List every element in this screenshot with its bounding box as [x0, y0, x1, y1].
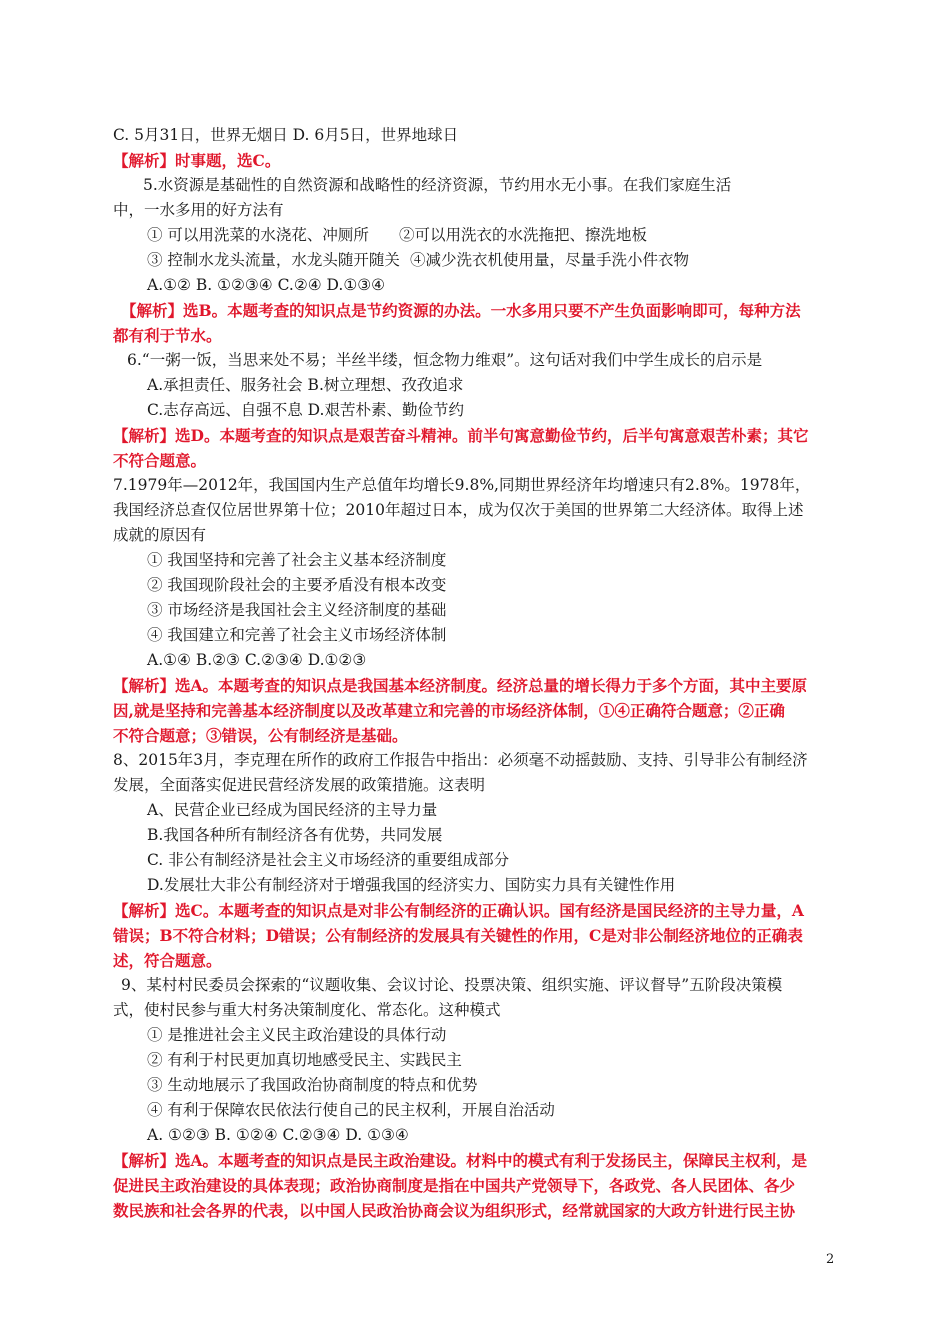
- q8-analysis-line3: 述，符合题意。: [113, 951, 222, 970]
- q9-stem-line1: 9、某村村民委员会探索的“议题收集、会议讨论、投票决策、组织实施、评议督导”五阶段决策模: [121, 976, 783, 994]
- q7-item3: ③ 市场经济是我国社会主义经济制度的基础: [147, 601, 447, 619]
- q5-item3: ③ 控制水龙头流量，水龙头随开随关: [147, 251, 400, 269]
- q9-item2: ② 有利于村民更加真切地感受民主、实践民主: [147, 1051, 462, 1069]
- q8-option-a: A、民营企业已经成为国民经济的主导力量: [147, 801, 438, 819]
- q7-analysis-line1: 【解析】选A。本题考查的知识点是我国基本经济制度。经济总量的增长得力于多个方面，其中主要原: [113, 676, 808, 695]
- q7-item4: ④ 我国建立和完善了社会主义市场经济体制: [147, 626, 447, 644]
- q9-stem-line2: 式，使村民参与重大村务决策制度化、常态化。这种模式: [113, 1001, 501, 1019]
- q8-analysis-line1: 【解析】选C。本题考查的知识点是对非公有制经济的正确认识。国有经济是国民经济的主导力量，A: [113, 901, 804, 920]
- q8-option-c: C. 非公有制经济是社会主义市场经济的重要组成部分: [147, 851, 510, 869]
- q8-stem-line1: 8、2015年3月，李克理在所作的政府工作报告中指出：必须毫不动摇鼓励、支持、引导非公有制经济: [113, 751, 808, 769]
- q7-stem-line1: 7.1979年—2012年，我国国内生产总值年均增长9.8%,同期世界经济年均增速只有2.8%。1978年，: [113, 476, 811, 494]
- q9-item1: ① 是推进社会主义民主政治建设的具体行动: [147, 1026, 447, 1044]
- page-content: [113, 123, 843, 1223]
- q9-analysis-line2: 促进民主政治建设的具体表现；政治协商制度是指在中国共产党领导下，各政党、各人民团体、各少: [113, 1176, 796, 1195]
- q5-items-row1: [113, 223, 843, 248]
- q5-stem-line1: 5.水资源是基础性的自然资源和战略性的经济资源，节约用水无小事。在我们家庭生活: [143, 176, 732, 194]
- q5-item4: ④减少洗衣机使用量，尽量手洗小件衣物: [409, 251, 689, 269]
- q8-stem-line2: 发展，全面落实促进民营经济发展的政策措施。这表明: [113, 776, 486, 794]
- q6-options-cd: C.志存高远、自强不息 D.艰苦朴素、勤俭节约: [147, 401, 464, 419]
- q7-stem-line2: 我国经济总查仅位居世界第十位；2010年超过日本，成为仅次于美国的世界第二大经济体。取得上述: [113, 501, 804, 519]
- q7-options: A.①④ B.②③ C.②③④ D.①②③: [147, 651, 367, 669]
- q8-option-d: D.发展壮大非公有制经济对于增强我国的经济实力、国防实力具有关键性作用: [147, 876, 676, 894]
- q9-analysis-line1: 【解析】选A。本题考查的知识点是民主政治建设。材料中的模式有利于发扬民主，保障民主权利，是: [113, 1151, 808, 1170]
- q7-analysis-line2: 因,就是坚持和完善基本经济制度以及改革建立和完善的市场经济体制，①④正确符合题意；②正确: [113, 701, 785, 720]
- q8-option-b: B.我国各种所有制经济各有优势，共同发展: [147, 826, 443, 844]
- q5-item1: ① 可以用洗菜的水浇花、冲厕所: [147, 226, 369, 244]
- q5-items-row2: [113, 248, 843, 273]
- q4-analysis: 【解析】时事题，选C。: [113, 151, 281, 170]
- q9-options: A. ①②③ B. ①②④ C.②③④ D. ①③④: [147, 1126, 409, 1144]
- q7-stem-line3: 成就的原因有: [113, 526, 207, 544]
- q6-analysis-line2: 不符合题意。: [113, 451, 207, 470]
- q7-item1: ① 我国坚持和完善了社会主义基本经济制度: [147, 551, 447, 569]
- q6-stem: 6.“一粥一饭，当思来处不易；半丝半缕，恒念物力维艰”。这句话对我们中学生成长的启示是: [127, 351, 763, 369]
- q7-item2: ② 我国现阶段社会的主要矛盾没有根本改变: [147, 576, 447, 594]
- page-number: 2: [826, 1252, 835, 1267]
- q6-analysis-line1: 【解析】选D。本题考查的知识点是艰苦奋斗精神。前半句寓意勤俭节约，后半句寓意艰苦朴素；其它: [113, 426, 809, 445]
- q5-stem-line2: 中，一水多用的好方法有: [113, 201, 284, 219]
- q5-analysis-line2: 都有利于节水。: [113, 326, 222, 345]
- q5-options: A.①② B. ①②③④ C.②④ D.①③④: [147, 276, 386, 294]
- q5-item2: ②可以用洗衣的水洗拖把、擦洗地板: [398, 226, 647, 244]
- q9-item4: ④ 有利于保障农民依法行使自己的民主权利，开展自治活动: [147, 1101, 555, 1119]
- q8-analysis-line2: 错误；B不符合材料；D错误；公有制经济的发展具有关键性的作用，C是对非公制经济地位的正确表: [113, 926, 803, 945]
- q9-item3: ③ 生动地展示了我国政治协商制度的特点和优势: [147, 1076, 478, 1094]
- q4-options: C. 5月31日，世界无烟日 D. 6月5日，世界地球日: [113, 126, 459, 144]
- q9-analysis-line3: 数民族和社会各界的代表，以中国人民政治协商会议为组织形式，经常就国家的大政方针进行民主协: [113, 1201, 796, 1220]
- q5-analysis-line1: 【解析】选B。本题考查的知识点是节约资源的办法。一水多用只要不产生负面影响即可，每种方法: [121, 301, 801, 320]
- q6-options-ab: A.承担责任、服务社会 B.树立理想、孜孜追求: [147, 376, 464, 394]
- q7-analysis-line3: 不符合题意；③错误，公有制经济是基础。: [113, 726, 408, 745]
